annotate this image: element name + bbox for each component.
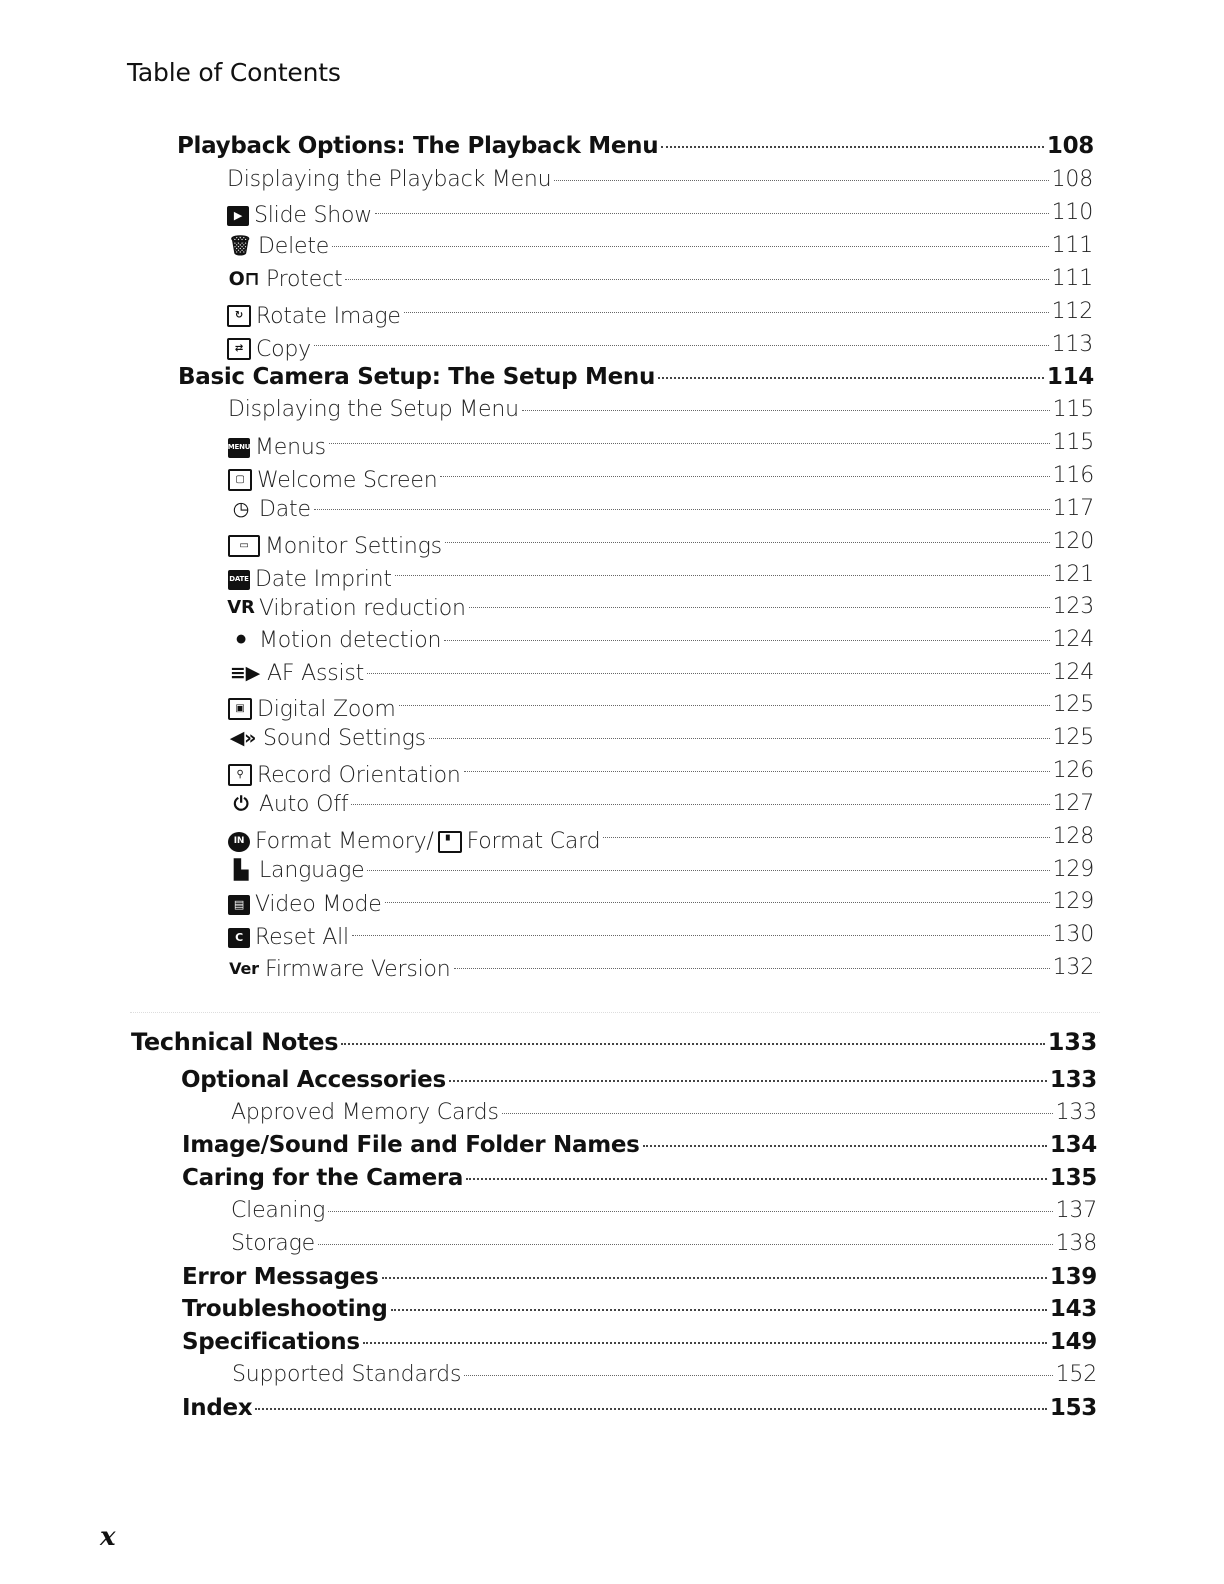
toc-entry-label: Reset All [255, 925, 349, 950]
toc-entry[interactable] [182, 1132, 1097, 1158]
toc-entry-label: Playback Options: The Playback Menu [177, 133, 659, 159]
page-number: x [100, 1522, 116, 1552]
leader-dots [404, 312, 1049, 313]
toc-entry[interactable] [181, 1067, 1097, 1093]
leader-dots [449, 1080, 1047, 1082]
toc-page-number: 121 [1052, 562, 1094, 587]
toc-entry[interactable] [227, 200, 1093, 228]
toc-entry[interactable] [227, 167, 1093, 192]
auto-off-icon: ⏻ [233, 793, 249, 815]
toc-entry-label: Delete [258, 234, 330, 259]
toc-page-number: 114 [1046, 364, 1094, 390]
leader-dots [363, 1342, 1047, 1344]
toc-page-number: 143 [1049, 1296, 1097, 1322]
toc-entry[interactable] [228, 430, 1094, 460]
toc-page-number: 139 [1049, 1264, 1097, 1290]
toc-entry[interactable] [231, 1198, 1097, 1223]
toc-entry-label: Specifications [182, 1329, 360, 1355]
toc-entry[interactable] [228, 725, 1094, 751]
toc-entry-label: Rotate Image [256, 303, 401, 329]
leader-dots [464, 1375, 1052, 1376]
toc-page-number: 126 [1052, 758, 1094, 783]
toc-entry-label: Date Imprint [255, 567, 392, 592]
date-imprint-icon: DATE [228, 570, 250, 590]
toc-entry[interactable] [228, 922, 1094, 950]
toc-page-number: 111 [1051, 266, 1093, 291]
toc-entry-label: Menus [255, 435, 326, 460]
toc-entry-label: Error Messages [182, 1264, 379, 1290]
toc-entry[interactable] [228, 660, 1094, 686]
toc-entry-label: Firmware Version [265, 956, 451, 982]
toc-entry[interactable] [228, 397, 1094, 422]
toc-page-number: 133 [1047, 1028, 1097, 1056]
toc-entry[interactable] [182, 1329, 1097, 1355]
toc-entry-label: Slide Show [254, 203, 373, 228]
toc-entry-label: Cleaning [231, 1198, 326, 1223]
language-icon: ▙ [233, 859, 249, 881]
toc-entry-label: Caring for the Camera [182, 1165, 464, 1191]
leader-dots [352, 935, 1050, 936]
toc-entry[interactable] [228, 758, 1094, 788]
format-card-icon: ▘ [438, 831, 462, 853]
leader-dots [314, 345, 1049, 346]
toc-entry-setup-menu[interactable] [178, 364, 1094, 390]
firmware-version-icon: Ver [229, 959, 259, 978]
leader-dots [469, 607, 1050, 608]
digital-zoom-icon: ▣ [228, 698, 252, 720]
leader-dots [367, 673, 1050, 674]
toc-page-number: 115 [1052, 430, 1094, 455]
toc-page-number: 125 [1052, 725, 1094, 750]
leader-dots [554, 180, 1048, 181]
copy-icon: ⇄ [227, 338, 251, 360]
leader-dots [502, 1113, 1053, 1114]
toc-entry-technical-notes[interactable] [131, 1028, 1097, 1056]
toc-entry[interactable] [228, 791, 1094, 817]
toc-entry[interactable] [227, 299, 1093, 329]
toc-entry[interactable] [182, 1395, 1097, 1421]
leader-dots [395, 575, 1050, 576]
leader-dots [658, 377, 1044, 379]
sound-settings-icon: ◀» [229, 727, 257, 749]
leader-dots [255, 1408, 1047, 1410]
toc-page-number: 108 [1046, 133, 1094, 159]
format-memory-icon: IN [228, 832, 250, 852]
toc-entry-label: Welcome Screen [257, 467, 438, 493]
toc-page-number: 135 [1049, 1165, 1097, 1191]
toc-entry-label: Format Memory/ [255, 829, 434, 854]
toc-entry-label: Protect [266, 267, 343, 292]
leader-dots [603, 837, 1049, 838]
toc-entry[interactable] [228, 955, 1094, 982]
toc-entry-label: AF Assist [267, 661, 365, 686]
leader-dots [429, 738, 1050, 739]
toc-page-number: 111 [1051, 233, 1093, 258]
record-orientation-icon: ⚲ [228, 764, 252, 786]
toc-entry[interactable] [228, 627, 1094, 653]
menus-icon: MENU [228, 438, 250, 458]
toc-page-number: 124 [1052, 627, 1094, 652]
protect-icon: O⊓ [228, 268, 260, 290]
leader-dots [643, 1145, 1047, 1147]
leader-dots [661, 146, 1044, 148]
toc-page-number: 149 [1049, 1329, 1097, 1355]
toc-page-number: 124 [1052, 660, 1094, 685]
leader-dots [314, 509, 1050, 510]
toc-entry-label: Copy [256, 336, 312, 362]
toc-entry[interactable] [228, 824, 1094, 854]
leader-dots [345, 279, 1048, 280]
leader-dots [391, 1309, 1047, 1311]
leader-dots [367, 870, 1049, 871]
toc-page-number: 117 [1052, 496, 1094, 521]
leader-dots [341, 1043, 1045, 1045]
toc-page-number: 127 [1052, 791, 1094, 816]
toc-entry-label: Record Orientation [257, 762, 461, 788]
leader-dots [385, 902, 1050, 903]
leader-dots [328, 1211, 1053, 1212]
toc-page-number: 129 [1052, 857, 1094, 882]
toc-entry[interactable] [228, 889, 1094, 917]
leader-dots [351, 804, 1049, 805]
toc-entry[interactable] [228, 594, 1094, 621]
toc-entry[interactable] [231, 1231, 1097, 1256]
toc-entry[interactable] [228, 692, 1094, 722]
toc-page-number: 132 [1052, 955, 1094, 980]
motion-detection-icon: ⚫ [233, 629, 249, 651]
rotate-image-icon: ↻ [227, 305, 251, 327]
toc-page-number: 125 [1052, 692, 1094, 717]
toc-entry[interactable] [228, 529, 1094, 559]
toc-entry[interactable] [227, 266, 1093, 292]
toc-page-number: 152 [1055, 1362, 1097, 1387]
toc-entry-label: Troubleshooting [182, 1296, 388, 1322]
toc-entry-label: Auto Off [259, 792, 349, 817]
toc-entry-label: Motion detection [259, 628, 442, 653]
toc-page-number: 120 [1052, 529, 1094, 554]
toc-entry[interactable] [182, 1296, 1097, 1322]
toc-page-number: 128 [1052, 824, 1094, 849]
leader-dots [522, 410, 1050, 411]
toc-entry-playback-menu[interactable] [177, 133, 1094, 159]
leader-dots [445, 542, 1050, 543]
leader-dots [329, 443, 1050, 444]
af-assist-icon: ≡▶ [229, 662, 261, 684]
toc-entry[interactable] [182, 1165, 1097, 1191]
toc-entry-label: Technical Notes [131, 1028, 339, 1056]
toc-entry-label: Displaying the Playback Menu [227, 167, 552, 192]
toc-entry[interactable] [228, 496, 1094, 522]
toc-page-number: 134 [1049, 1132, 1097, 1158]
toc-entry-label: Optional Accessories [181, 1067, 446, 1093]
leader-dots [399, 705, 1050, 706]
video-mode-icon: ▤ [228, 895, 250, 915]
toc-entry-label-2: Format Card [466, 829, 601, 854]
date-icon: ◷ [232, 498, 250, 520]
toc-entry[interactable] [228, 463, 1094, 493]
toc-entry[interactable] [228, 562, 1094, 592]
toc-entry-label: Image/Sound File and Folder Names [182, 1132, 640, 1158]
toc-entry[interactable] [182, 1264, 1097, 1290]
toc-page-number: 116 [1052, 463, 1094, 488]
toc-page-number: 113 [1051, 332, 1093, 357]
leader-dots [454, 968, 1050, 969]
toc-page-number: 123 [1052, 594, 1094, 619]
toc-entry-label: Vibration reduction [259, 595, 466, 621]
toc-entry[interactable] [227, 233, 1093, 259]
toc-entry-label: Displaying the Setup Menu [228, 397, 519, 422]
toc-entry[interactable] [228, 857, 1094, 883]
toc-page-number: 133 [1055, 1100, 1097, 1125]
toc-entry-label: Date [259, 497, 311, 522]
page-title: Table of Contents [127, 58, 341, 87]
toc-page-number: 112 [1051, 299, 1093, 324]
toc-page-number: 110 [1051, 200, 1093, 225]
toc-page-number: 133 [1049, 1067, 1097, 1093]
toc-page-number: 153 [1049, 1395, 1097, 1421]
toc-page-number: 130 [1052, 922, 1094, 947]
toc-entry-label: Supported Standards [232, 1362, 462, 1387]
leader-dots [375, 213, 1049, 214]
reset-all-icon: C [228, 928, 250, 948]
leader-dots [440, 476, 1049, 477]
vibration-reduction-icon: VR [227, 597, 255, 618]
toc-page-number: 108 [1051, 167, 1093, 192]
toc-page-number: 137 [1055, 1198, 1097, 1223]
toc-entry-label: Index [182, 1395, 253, 1421]
slide-show-icon: ▶ [227, 206, 249, 226]
leader-dots [444, 640, 1049, 641]
delete-icon: 🗑 [228, 235, 252, 257]
leader-dots [332, 246, 1049, 247]
toc-entry-label: Approved Memory Cards [231, 1100, 499, 1125]
toc-entry-label: Storage [231, 1231, 315, 1256]
toc-page-number: 129 [1052, 889, 1094, 914]
leader-dots [464, 771, 1050, 772]
toc-entry[interactable] [232, 1362, 1097, 1387]
leader-dots [466, 1178, 1047, 1180]
toc-page-number: 138 [1055, 1231, 1097, 1256]
toc-entry-label: Video Mode [255, 892, 382, 917]
toc-page-number: 115 [1052, 397, 1094, 422]
toc-entry[interactable] [227, 332, 1093, 362]
toc-entry-label: Language [259, 858, 365, 883]
monitor-settings-icon: ▭ [228, 535, 260, 557]
toc-entry-label: Digital Zoom [257, 696, 396, 722]
welcome-screen-icon: ▢ [228, 469, 252, 491]
leader-dots [382, 1277, 1047, 1279]
leader-dots [318, 1244, 1053, 1245]
toc-entry-label: Sound Settings [263, 726, 426, 751]
toc-entry-label: Basic Camera Setup: The Setup Menu [178, 364, 656, 390]
toc-entry[interactable] [231, 1100, 1097, 1125]
section-separator [130, 1012, 1100, 1013]
toc-entry-label: Monitor Settings [265, 533, 442, 559]
